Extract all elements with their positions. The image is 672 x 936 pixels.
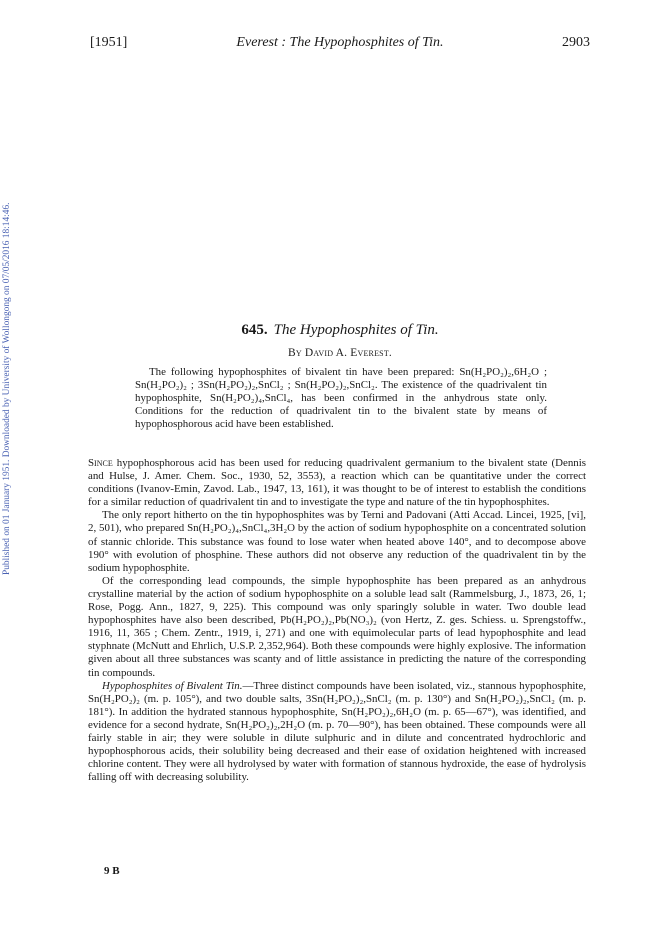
article-body xyxy=(88,457,586,784)
paragraph-text: —Three distinct compounds have been isolated, viz., stannous hypophosphite, Sn(H₂PO₂)₂ (m. p. 105°), and two double salts, 3Sn(H₂PO₂)₂,SnCl₂ (m. p. 130°) and Sn(H₂PO₂)₂,SnCl₂ (m. p. 181°). In addition the hydrated stannous hypophosphite, Sn(H₂PO₂)₂,6H₂O (m. p. 65—67°), was identified, and evidence for a second hydrate, Sn(H₂PO₂)₂,2H₂O (m. p. 70—90°), has been obtained. These compounds were all fairly stable in air; they were soluble in dilute sulphuric and in dilute and concentrated hydrochloric and hypophosphorous acids, their solubility being decreased and their ease of oxidation heightened with increased chlorine content. They were all hydrolysed by water with formation of stannous hydroxide, the ease of hydrolysis falling off with decreasing solubility. xyxy=(88,679,587,784)
paragraph-previous-report: The only report hitherto on the tin hypophosphites was by Terni and Padovani (Atti Accad. Lincei, 1925, [vi], 2, 501), who prepared Sn(H₂PO₂)₄,SnCl₄,3H₂O by the action of sodium hypophosphite on a concentrated solution of stannic chloride. This substance was found to lose water when heated above 140°, and to decompose above 190° with evolution of phosphine. These authors did not observe any reduction of the quadrivalent tin by the sodium hypophosphite. xyxy=(88,509,586,574)
paragraph-text: hypophosphorous acid has been used for reducing quadrivalent germanium to the bivalent state (Dennis and Hulse, J. Amer. Chem. Soc., 1930, 52, 3553), a reaction which can be quantitative under the correct conditions (Ivanov-Emin, Zavod. Lab., 1947, 13, 161), it was thought to be of interest to establish the conditions for a similar reduction of quadrivalent tin and to investigate the type and nature of the tin hypophosphites. xyxy=(88,457,586,509)
running-header xyxy=(90,35,590,51)
abstract: The following hypophosphites of bivalent tin have been prepared: Sn(H₂PO₂)₂,6H₂O ; Sn(H₂PO₂)₂ ; 3Sn(H₂PO₂)₂,SnCl₂ ; Sn(H₂PO₂)₂,SnCl₂. The existence of the quadrivalent tin hypophosphite, Sn(H₂PO₂)₄,SnCl₄, has been confirmed in the anhydrous state only. Conditions for the reduction of quadrivalent tin to the bivalent state by means of hypophosphorous acid have been established. xyxy=(135,366,547,431)
article-title xyxy=(90,322,590,339)
article-number: 645. xyxy=(241,322,268,338)
download-notice-text[interactable]: Published on 01 January 1951. Downloaded by University of Wollongong on 07/05/2016 18:14:46. xyxy=(2,202,12,575)
running-title: Everest : The Hypophosphites of Tin. xyxy=(236,35,444,50)
section-heading: Hypophosphites of Bivalent Tin. xyxy=(102,679,243,692)
byline: By David A. Everest. xyxy=(287,347,392,359)
signature-mark: 9 B xyxy=(104,865,120,877)
journal-year: [1951] xyxy=(90,35,128,50)
download-notice[interactable] xyxy=(2,175,14,575)
page-number: 2903 xyxy=(562,35,590,50)
paragraph-intro xyxy=(88,457,586,509)
paragraph-lead: Since xyxy=(88,457,113,469)
article-title-text: The Hypophosphites of Tin. xyxy=(273,322,439,338)
paragraph-lead-compounds: Of the corresponding lead compounds, the simple hypophosphite has been prepared as an anhydrous crystalline material by the action of sodium hypophosphite on a soluble lead salt (Rammelsburg, J., 1873, 26, 1; Rose, Pogg. Ann., 1827, 9, 225). This compound was only sparingly soluble in water. Two double lead hypophosphites have also been described, Pb(H₂PO₂)₂,Pb(NO₃)₂ (von Hertz, Z. ges. Schiess. u. Sprengstoffw., 1916, 11, 365 ; Chem. Zentr., 1919, i, 271) and one with equimolecular parts of lead hypophosphite and lead styphnate (McNutt and Ehrlich, U.S.P. 2,352,964). Both these compounds were highly explosive. The information given about all three substances was scanty and of little assistance in predicting the nature of the corresponding tin compounds. xyxy=(88,574,586,679)
paragraph-bivalent-tin xyxy=(88,680,586,785)
